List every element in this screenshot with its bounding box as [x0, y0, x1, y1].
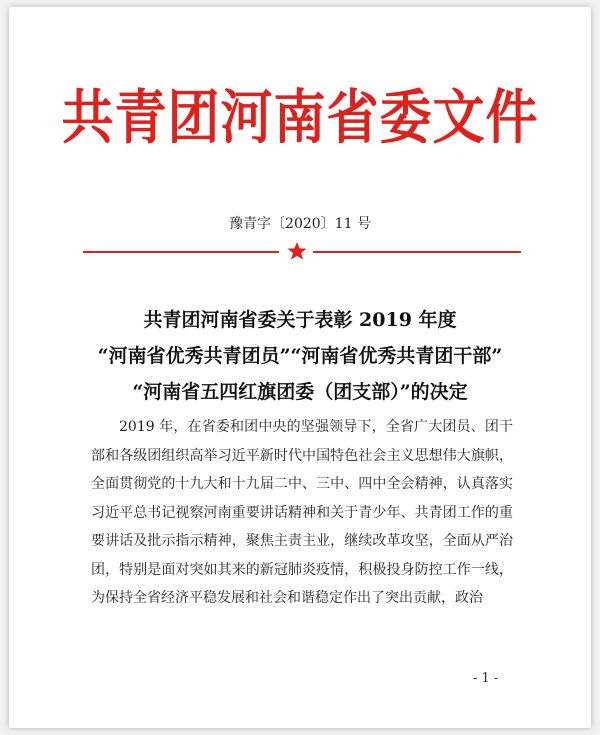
red-rule-right [313, 251, 521, 253]
document-page [9, 7, 591, 728]
document-number: 豫青字〔2020〕11 号 [229, 216, 371, 232]
page-number: - 1 - [473, 671, 499, 686]
red-rule-left [83, 251, 279, 253]
body-paragraph: 2019 年，在省委和团中央的坚强领导下，全省广大团员、团干部和各级团组织高举习近平新时代中国特色社会主义思想伟大旗帜，全面贯彻党的十九大和十九届二中、三中、四中全会精神，认真落实习近平总书记视察河南重要讲话精神和关于青少年、共青团工作的重要讲话及批示指示精神，聚焦主责主业，继续改革攻坚，全面从严治团，特别是面对突如其来的新冠肺炎疫情，积极投身防控工作一线，为保持全省经济平稳发展和社会和谐稳定作出了突出贡献，政治 [91, 419, 513, 606]
title-line-3: “河南省五四红旗团委（团支部）”的决定 [132, 381, 468, 403]
title-line-1: 共青团河南省委关于表彰 2019 年度 [143, 309, 457, 331]
title-line-2: “河南省优秀共青团员”“河南省优秀共青团干部” [97, 345, 503, 367]
star-icon [287, 241, 307, 261]
document-masthead: 共青团河南省委文件 [61, 85, 539, 153]
